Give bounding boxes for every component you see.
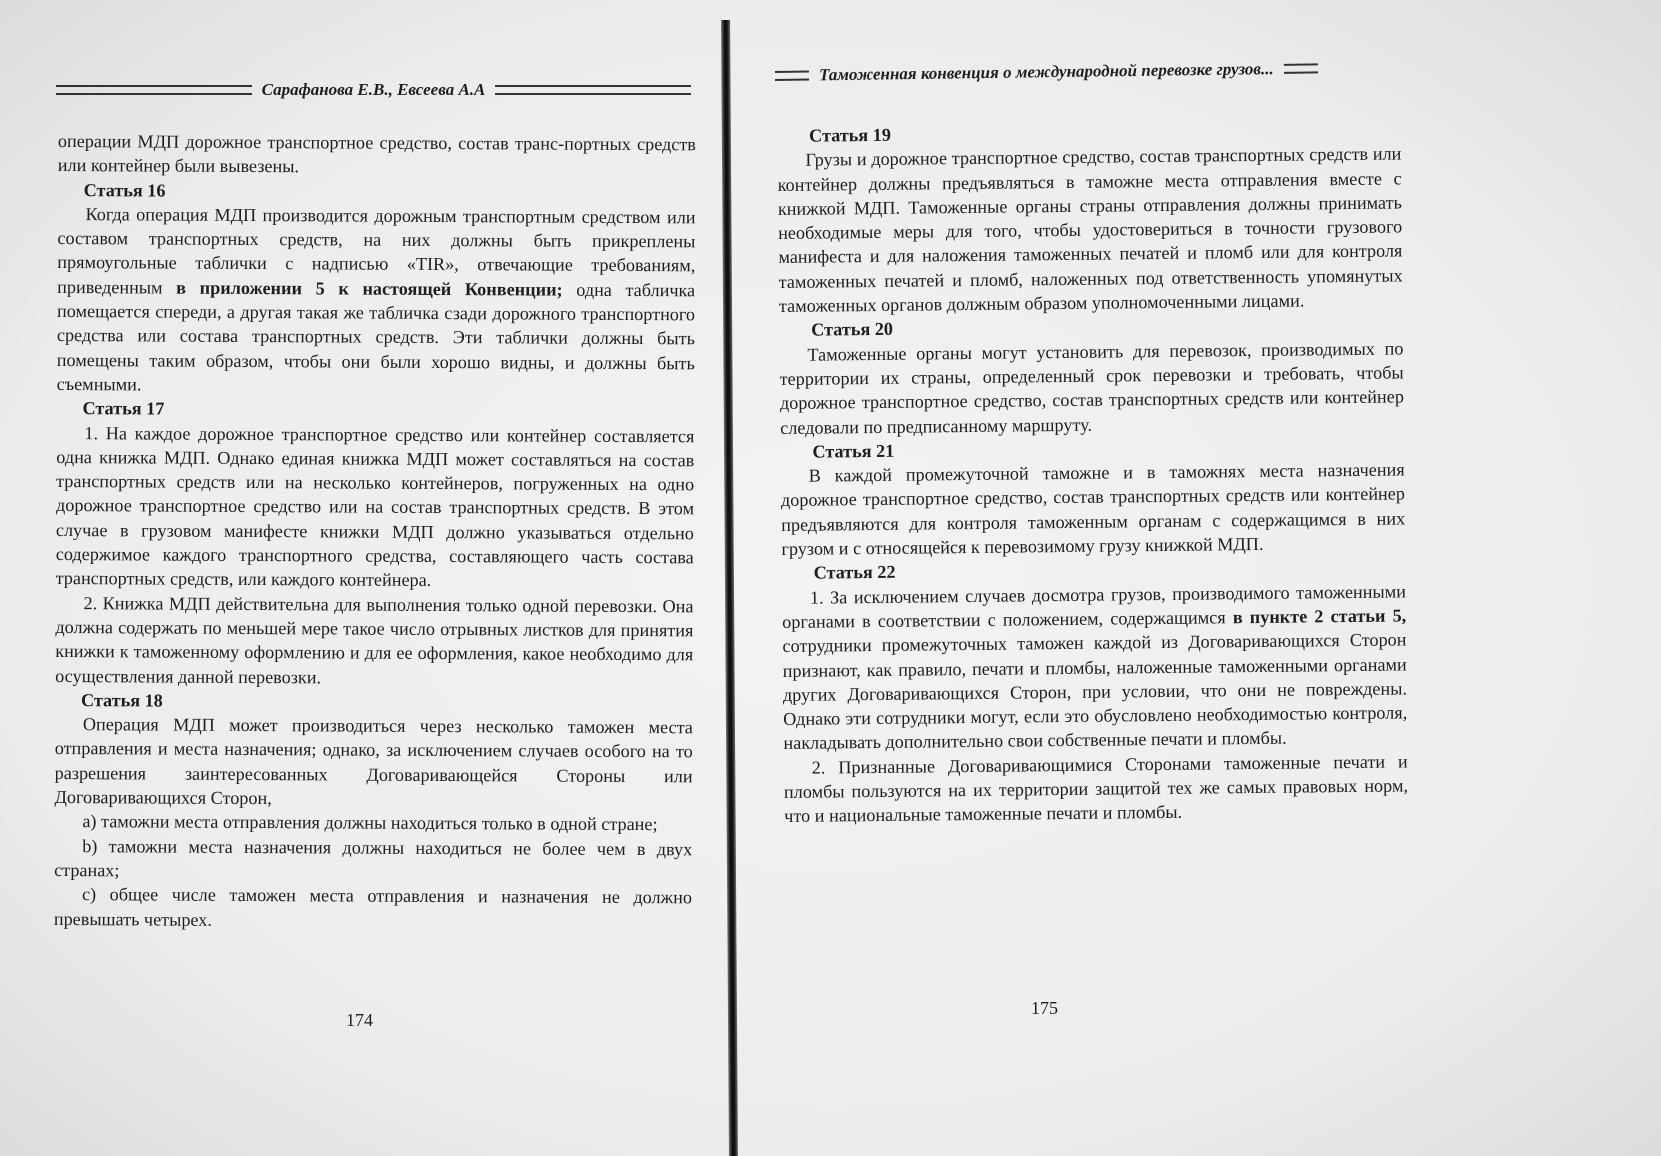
paragraph: Операция МДП может производиться через несколько таможен места отправления и места назначения; однако, за исключением случаев особого на то разрешения заинтересованных Договаривающейся Стороны или Договаривающихся Сторон, bbox=[54, 714, 693, 809]
paragraph: Грузы и дорожное транспортное средство, состав транспортных средств или контейнер должны предъявляться в таможне места отправления вместе с книжкой МДП. Таможенные органы страны отправления должны принимать необходимые меры для того, чтобы удостовериться в точности грузового манифеста и для наложения таможенных печатей и пломб или для контроля таможенных печатей и пломб, наложенных под ответственность упомянутых таможенных органов должным образом уполномоченными лицами. bbox=[777, 143, 1403, 317]
bold-reference: в пункте 2 статьи 5, bbox=[1232, 605, 1407, 628]
text-run: Когда операция МДП производится дорожным транспортным средством или составом транспортных средств, на них должны быть прикреплены прямоугольные таблички с надписью «TIR», отвечающие требованиям, приведенным bbox=[57, 204, 696, 298]
article-heading-21: Статья 21 bbox=[812, 440, 895, 462]
paragraph bbox=[782, 579, 1408, 756]
paragraph: 2. Книжка МДП действительна для выполнения только одной перевозки. Она должна содержать по меньшей мере такое число отрывных листков для принятия книжки к таможенному оформлению и для ее оформления, какое необходимо для осуществления данной перевозки. bbox=[55, 592, 694, 687]
paragraph: операции МДП дорожное транспортное средство, состав транс-портных средств или контейнер были вывезены. bbox=[57, 130, 696, 177]
article-heading-20: Статья 20 bbox=[811, 319, 894, 341]
list-item: b) таможни места назначения должны находиться не более чем в двух странах; bbox=[54, 835, 693, 881]
paragraph: В каждой промежуточной таможне и в таможнях места назначения дорожное транспортное средство, состав транспортных средств или контейнер предъявляются для контроля таможенным органам с содержащимся в них грузом и с относящейся к перевозимому грузу книжкой МДП. bbox=[780, 459, 1406, 560]
bold-reference: в приложении 5 к настоящей Конвенции; bbox=[176, 277, 563, 300]
text-run: сотрудники промежуточных таможен каждой из Договаривающихся Сторон признают, как правило, печати и пломбы, наложенные таможенными органами других Договаривающихся Сторон, при условии, что они не повреждены. Однако эти сотрудники могут, если это обусловлено необходимостью контроля, накладывать дополнительно свои собственные печати и пломбы. bbox=[782, 629, 1408, 754]
paragraph: 2. Признанные Договаривающимися Сторонами таможенные печати и пломбы пользуются на их территории защитой тех же самых правовых норм, что и национальные таможенные печати и пломбы. bbox=[783, 751, 1409, 827]
text-run: 1. За исключением случаев досмотра грузов, производимого таможенными органами в соответствии с положением, содержащимся bbox=[782, 581, 1407, 632]
article-heading-22: Статья 22 bbox=[813, 562, 896, 583]
header-rule bbox=[56, 85, 252, 95]
left-running-head bbox=[56, 80, 691, 100]
right-body-text bbox=[777, 117, 1408, 828]
page-number: 175 bbox=[1031, 998, 1058, 1018]
paragraph: Таможенные органы могут установить для перевозок, производимых по территории их страны, определенный срок перевозки и требовать, чтобы дорожное транспортное средство, состав транспортных средств или контейнер следовали по предписанному маршруту. bbox=[779, 338, 1404, 438]
paragraph bbox=[57, 202, 696, 400]
page-number: 174 bbox=[346, 1010, 373, 1030]
article-heading-18: Статья 18 bbox=[80, 689, 163, 711]
header-rule bbox=[775, 71, 809, 81]
article-heading-17: Статья 17 bbox=[82, 398, 165, 419]
left-body-text bbox=[54, 129, 696, 934]
header-rule bbox=[1284, 63, 1318, 73]
list-item: c) общее числе таможен места отправления и назначения не должно превышать четырех. bbox=[53, 884, 693, 930]
left-page bbox=[0, 0, 735, 1156]
right-page bbox=[735, 0, 1661, 1156]
header-rule bbox=[495, 85, 691, 95]
list-item: a) таможни места отправления должны находиться только в одной стране; bbox=[82, 811, 658, 835]
article-heading-19: Статья 19 bbox=[809, 124, 892, 146]
paragraph: 1. На каждое дорожное транспортное средство или контейнер составляется одна книжка МДП. Однако единая книжка МДП может составляться на состав транспортных средств или на несколько контейнеров, погруженных на одно дорожное транспортное средство или на состав транспортных средств. В этом случае в грузовом манифесте книжки МДП должно указываться отдельно содержимое каждого транспортного средства, составляющего часть состава транспортных средств, или каждого контейнера. bbox=[55, 422, 695, 591]
right-running-head bbox=[775, 58, 1365, 86]
left-running-head-text: Сарафанова Е.В., Евсеева А.А bbox=[261, 80, 486, 99]
article-heading-16: Статья 16 bbox=[83, 179, 166, 201]
text-run: одна табличка помещается спереди, а другая такая же табличка сзади дорожного транспортного средства или состава транспортных средств. Эти таблички должны быть помещены таким образом, чтобы они были хорошо видны, и должны быть съемными. bbox=[56, 279, 696, 395]
right-running-head-text: Таможенная конвенция о международной перевозке грузов... bbox=[818, 59, 1274, 85]
